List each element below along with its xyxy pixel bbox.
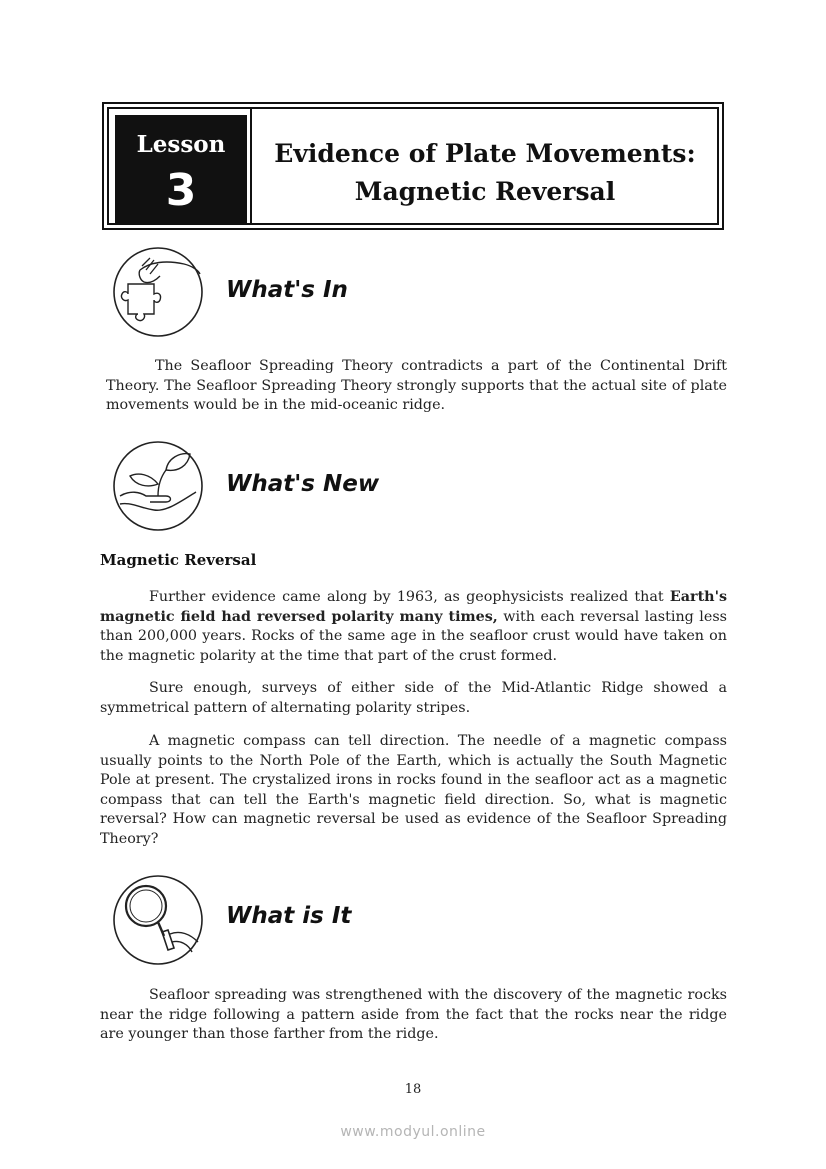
whats-new-paragraph-3: A magnetic compass can tell direction. The needle of a magnetic compass usually points to the North Pole of the Earth, which is actually the South Magnetic Pole at present. The crystalized irons in rocks found in the seafloor act as a magnetic compass that can tell the Earth's magnetic field direction. So, what is magnetic reversal? How can magnetic reversal be used as evidence of the Seafloor Spreading Theory? — [100, 733, 727, 847]
hand-puzzle-icon — [110, 244, 206, 340]
watermark: www.modyul.online — [340, 1124, 486, 1140]
magnetic-reversal-subheading: Magnetic Reversal — [100, 551, 257, 569]
whats-new-heading: What's New — [226, 471, 380, 497]
banner-inner-border — [107, 107, 719, 225]
lesson-label: Lesson — [136, 131, 226, 158]
paragraph-1-bold-text: Earth's magnetic field had reversed polarity many times, — [100, 589, 727, 625]
magnifying-glass-icon — [110, 872, 206, 968]
lesson-title-line-2: Magnetic Reversal — [354, 177, 616, 206]
banner-divider — [250, 109, 252, 223]
whats-new-paragraph-2: Sure enough, surveys of either side of the Mid-Atlantic Ridge showed a symmetrical pattern of alternating polarity stripes. — [100, 680, 727, 716]
paragraph-1-text-end: with each reversal lasting less than 200,000 years. Rocks of the same age in the seafloor crust would have taken on the magnetic polarity at the time that part of the crust formed. — [100, 608, 727, 664]
lesson-badge — [115, 115, 247, 223]
lesson-banner — [102, 102, 724, 230]
whats-in-heading: What's In — [226, 277, 348, 303]
whats-new-paragraph-1 — [100, 588, 727, 666]
paragraph-1-text-start: Further evidence came along by 1963, as geophysicists realized that — [149, 589, 670, 605]
what-is-it-heading: What is It — [226, 903, 352, 929]
hand-plant-icon — [110, 438, 206, 534]
lesson-title-line-1: Evidence of Plate Movements: — [274, 139, 696, 168]
lesson-number: 3 — [165, 165, 197, 216]
what-is-it-paragraph: Seafloor spreading was strengthened with the discovery of the magnetic rocks near the ridge following a pattern aside from the fact that the rocks near the ridge are younger than those farther from the ridge. — [100, 987, 727, 1042]
whats-in-paragraph: The Seafloor Spreading Theory contradicts a part of the Continental Drift Theory. The Seafloor Spreading Theory strongly supports that the actual site of plate movements would be in the mid-oceanic ridge. — [106, 358, 727, 413]
lesson-title — [253, 135, 717, 211]
page-number: 18 — [404, 1082, 422, 1097]
